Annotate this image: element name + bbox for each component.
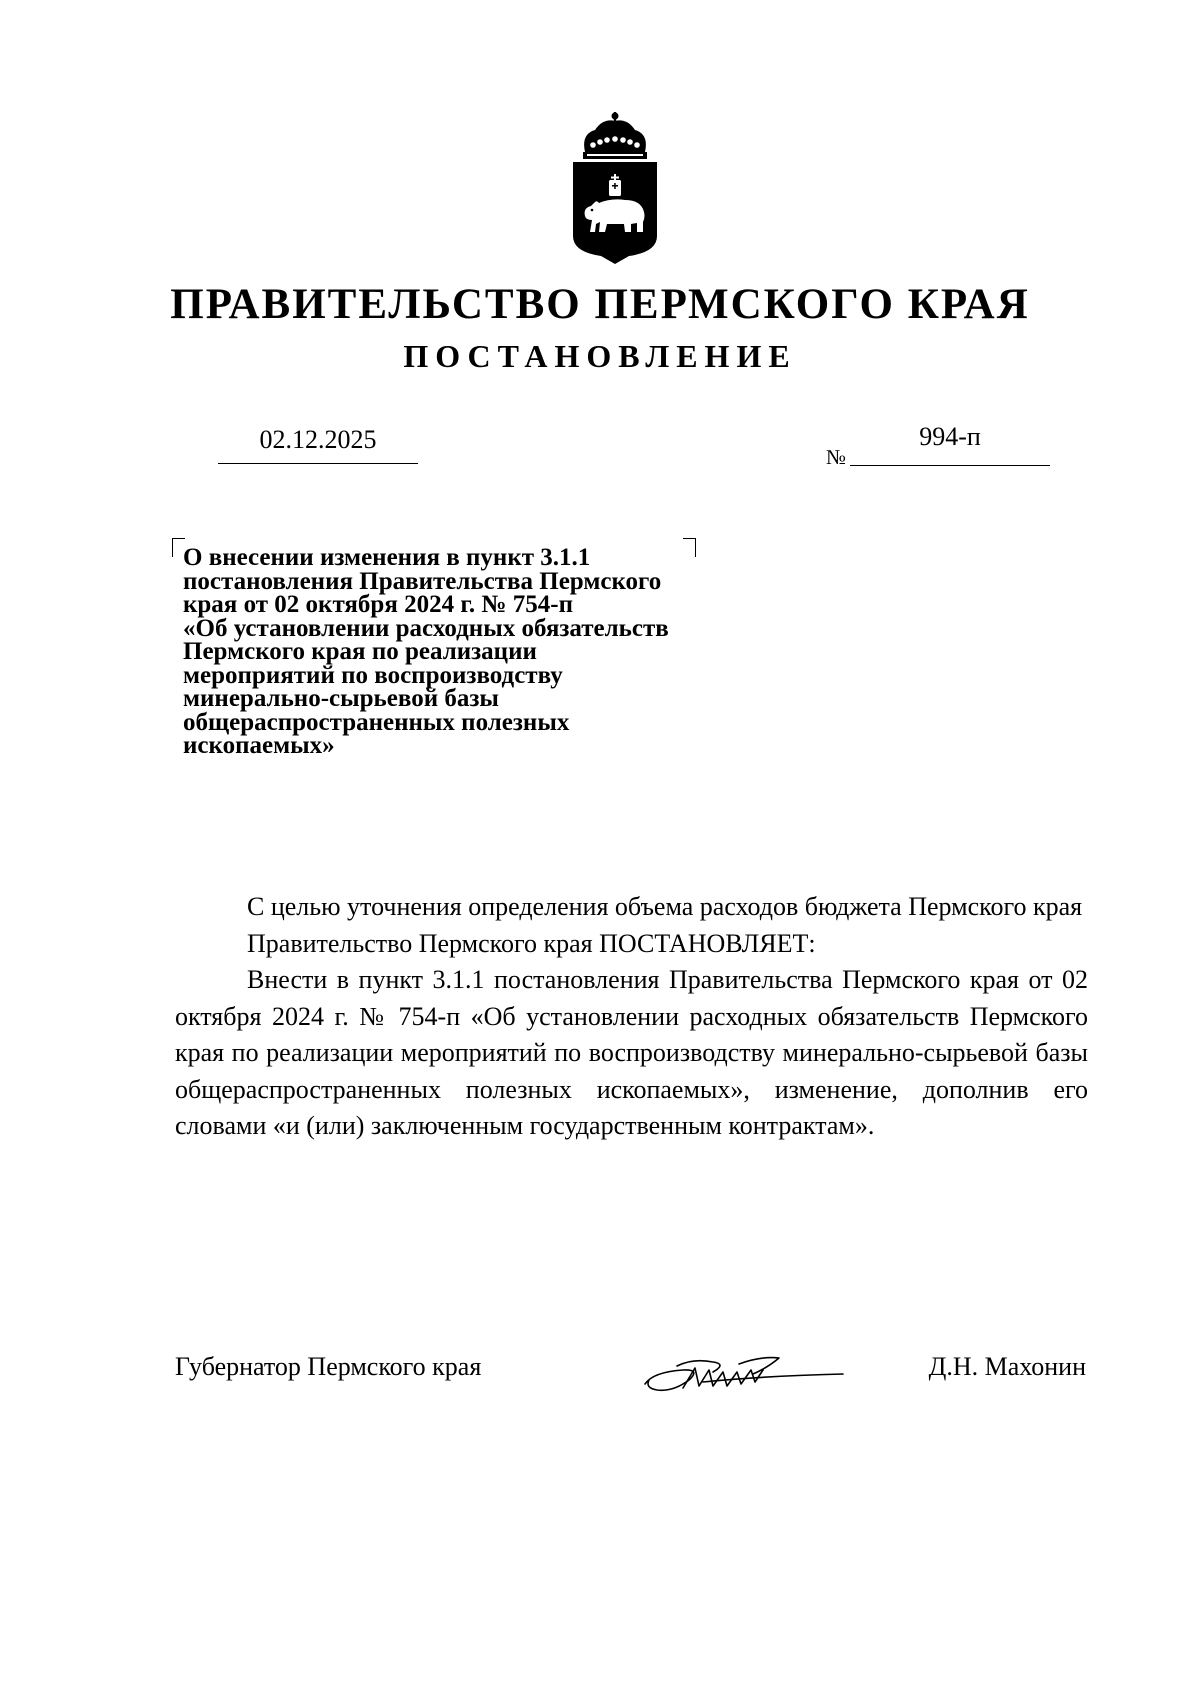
document-date: 02.12.2025 bbox=[259, 425, 377, 454]
body-paragraph-resolves: Правительство Пермского края ПОСТАНОВЛЯЕТ: bbox=[247, 928, 816, 958]
subject-line: мероприятий по воспроизводству bbox=[183, 661, 563, 689]
subject-line: общераспространенных полезных bbox=[183, 708, 570, 736]
subject-line: О внесении изменения в пункт 3.1.1 bbox=[183, 544, 591, 571]
signer-name: Д.Н. Махонин bbox=[928, 1352, 1086, 1381]
coat-of-arms-icon bbox=[569, 112, 661, 264]
subject-line: постановления Правительства Пермского bbox=[183, 567, 662, 595]
number-underline bbox=[850, 465, 1050, 466]
subject-line: «Об установлении расходных обязательств bbox=[183, 614, 669, 642]
subject-line: края от 02 октября 2024 г. № 754-п bbox=[183, 591, 573, 618]
number-sign: № bbox=[826, 445, 847, 469]
subject-line: минерально-сырьевой базы bbox=[183, 685, 499, 712]
document-number: 994-п bbox=[919, 422, 981, 451]
signer-position: Губернатор Пермского края bbox=[175, 1352, 482, 1381]
document-subject bbox=[183, 546, 783, 758]
subject-line: Пермского края по реализации bbox=[183, 638, 537, 665]
body-paragraph-purpose: С целью уточнения определения объема расходов бюджета Пермского края bbox=[247, 892, 1083, 921]
signature-image bbox=[643, 1350, 858, 1400]
crown-icon bbox=[583, 112, 647, 159]
government-title: ПРАВИТЕЛЬСТВО ПЕРМСКОГО КРАЯ bbox=[170, 281, 1030, 328]
date-underline bbox=[218, 463, 418, 464]
document-body bbox=[175, 889, 1088, 1145]
subject-line: ископаемых» bbox=[183, 732, 335, 759]
body-paragraph-amendment: Внести в пункт 3.1.1 постановления Правительства Пермского края от 02 октября 2024 г. № 754-п «Об установлении расходных обязательств Пермского края по реализации мероприятий по воспроизводству минерально-сырьевой базы общераспространенных полезных ископаемых», изменение, дополнив его словами «и (или) заключенным государственным контрактам». bbox=[175, 965, 1088, 1140]
document-type-title: ПОСТАНОВЛЕНИЕ bbox=[403, 338, 797, 374]
